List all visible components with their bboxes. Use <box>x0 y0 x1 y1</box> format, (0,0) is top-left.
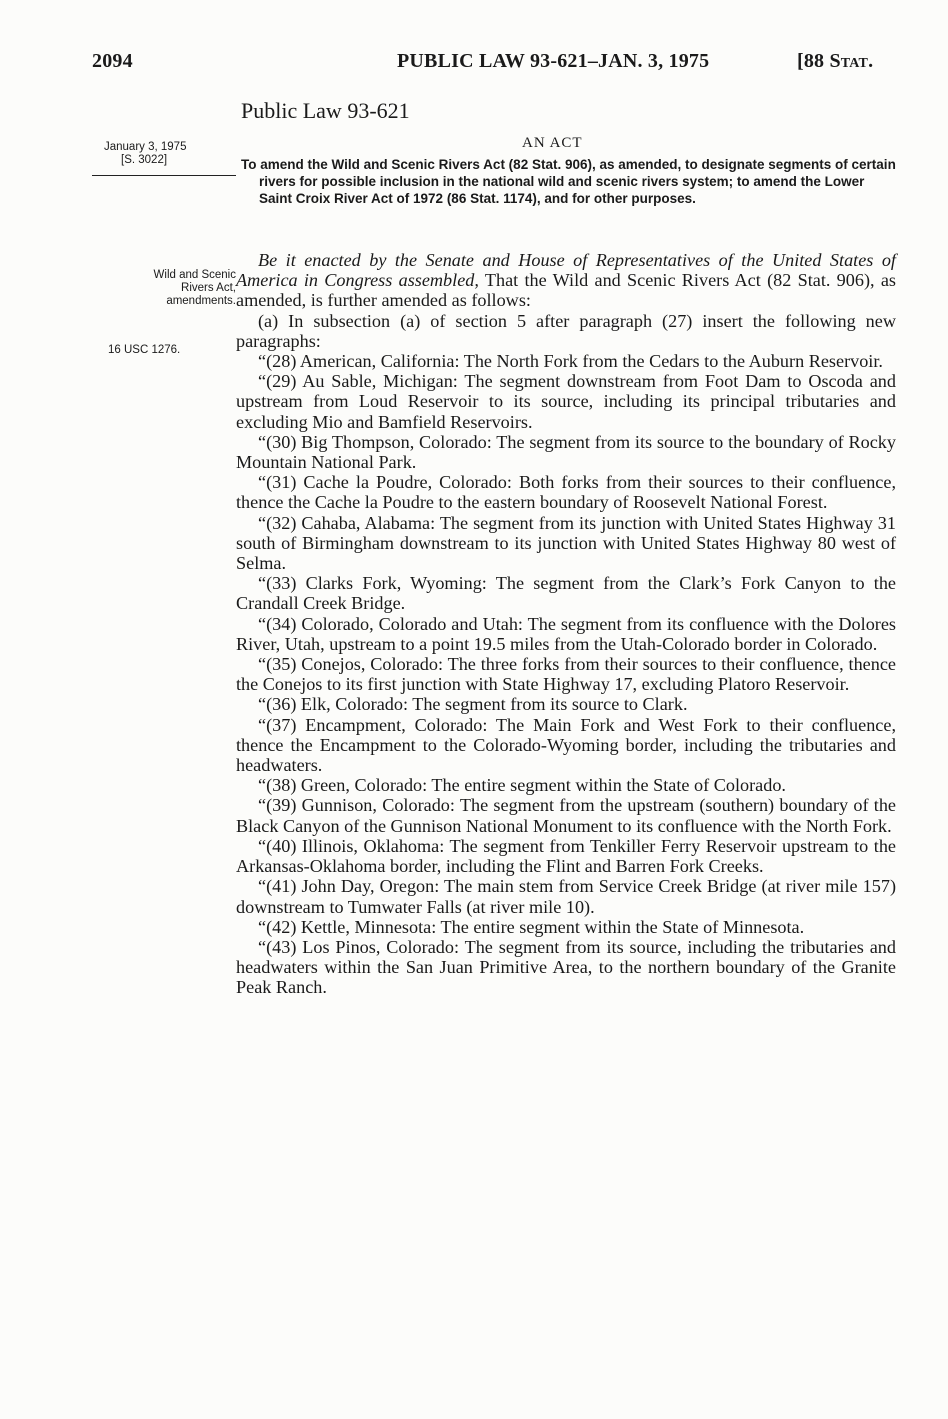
river-paragraph: “(31) Cache la Poudre, Colorado: Both forks from their sources to their confluence, thence the Cache la Poudre to the eastern boundary of Roosevelt National Forest. <box>236 472 896 513</box>
river-paragraph: “(35) Conejos, Colorado: The three forks from their sources to their confluence, thence the Conejos to its first junction with State Highway 17, excluding Platoro Reservoir. <box>236 654 896 695</box>
margin-note-usc: 16 USC 1276. <box>108 344 181 356</box>
river-paragraph: “(32) Cahaba, Alabama: The segment from its junction with United States Highway 31 south of Birmingham downstream to its junction with United States Highway 80 west of Selma. <box>236 512 896 574</box>
river-paragraph: “(36) Elk, Colorado: The segment from its source to Clark. <box>258 694 688 715</box>
margin-note-bill: [S. 3022] <box>121 154 168 166</box>
margin-note-line: Wild and Scenic <box>153 269 236 281</box>
running-title: PUBLIC LAW 93-621–JAN. 3, 1975 <box>397 50 710 72</box>
river-paragraph: “(38) Green, Colorado: The entire segment within the State of Colorado. <box>258 775 786 796</box>
river-paragraph: “(34) Colorado, Colorado and Utah: The segment from its confluence with the Dolores River, Utah, upstream to a point 19.5 miles from the Utah-Colorado border in Colorado. <box>236 613 896 654</box>
river-paragraph: “(33) Clarks Fork, Wyoming: The segment from the Clark’s Fork Canyon to the Crandall Creek Bridge. <box>236 573 896 614</box>
margin-note-date: January 3, 1975 <box>104 141 187 153</box>
enacting-italic: Be it enacted by the Senate and House of Representatives of the United States of America in Congress assembled, <box>236 250 896 291</box>
page-number: 2094 <box>92 50 133 72</box>
enacting-clause <box>236 250 896 311</box>
river-paragraph: “(41) John Day, Oregon: The main stem from Service Creek Bridge (at river mile 157) downstream to Tumwater Falls (at river mile 10). <box>236 876 896 917</box>
enacting-rest: That the Wild and Scenic Rivers Act (82 Stat. 906), as amended, is further amended as follows: <box>236 270 896 311</box>
river-paragraph: “(42) Kettle, Minnesota: The entire segment within the State of Minnesota. <box>258 916 805 937</box>
stat-word: Stat. <box>829 50 874 72</box>
margin-note-line: amendments. <box>166 295 236 307</box>
river-paragraph: “(29) Au Sable, Michigan: The segment downstream from Foot Dam to Oscoda and upstream from Loud Reservoir to its source, including its principal tributaries and excluding Mio and Bamfield Reservoirs. <box>236 371 896 432</box>
law-title: Public Law 93-621 <box>241 98 410 123</box>
margin-rule <box>92 175 236 176</box>
margin-note-line: Rivers Act, <box>181 282 236 294</box>
river-paragraph: “(30) Big Thompson, Colorado: The segment from its source to the boundary of Rocky Mountain National Park. <box>236 431 896 473</box>
river-paragraph: “(40) Illinois, Oklahoma: The segment from Tenkiller Ferry Reservoir upstream to the Arkansas-Oklahoma border, including the Flint and Barren Fork Creeks. <box>236 835 896 877</box>
river-paragraph: “(43) Los Pinos, Colorado: The segment from its source, including the tributaries and headwaters within the San Juan Primitive Area, to the northern boundary of the Granite Peak Ranch. <box>236 936 896 998</box>
act-heading: AN ACT <box>522 135 583 151</box>
margin-note-wild-scenic <box>96 269 236 308</box>
stat-reference <box>797 50 873 73</box>
act-body <box>236 250 896 998</box>
purpose-clause: To amend the Wild and Scenic Rivers Act (82 Stat. 906), as amended, to designate segments of certain rivers for possible inclusion in the national wild and scenic rivers system; to amend the Lower Saint Croix River Act of 1972 (86 Stat. 1174), and for other purposes. <box>241 157 896 206</box>
river-paragraph: “(37) Encampment, Colorado: The Main Fork and West Fork to their confluence, thence the Encampment to the Colorado-Wyoming border, including the tributaries and headwaters. <box>236 714 896 776</box>
river-paragraph: “(28) American, California: The North Fork from the Cedars to the Auburn Reservoir. <box>258 351 883 372</box>
subsection-a: (a) In subsection (a) of section 5 after paragraph (27) insert the following new paragraphs: <box>236 310 896 351</box>
river-paragraph: “(39) Gunnison, Colorado: The segment from the upstream (southern) boundary of the Black Canyon of the Gunnison National Monument to its confluence with the North Fork. <box>236 795 896 836</box>
stat-prefix: [88 <box>797 50 825 72</box>
